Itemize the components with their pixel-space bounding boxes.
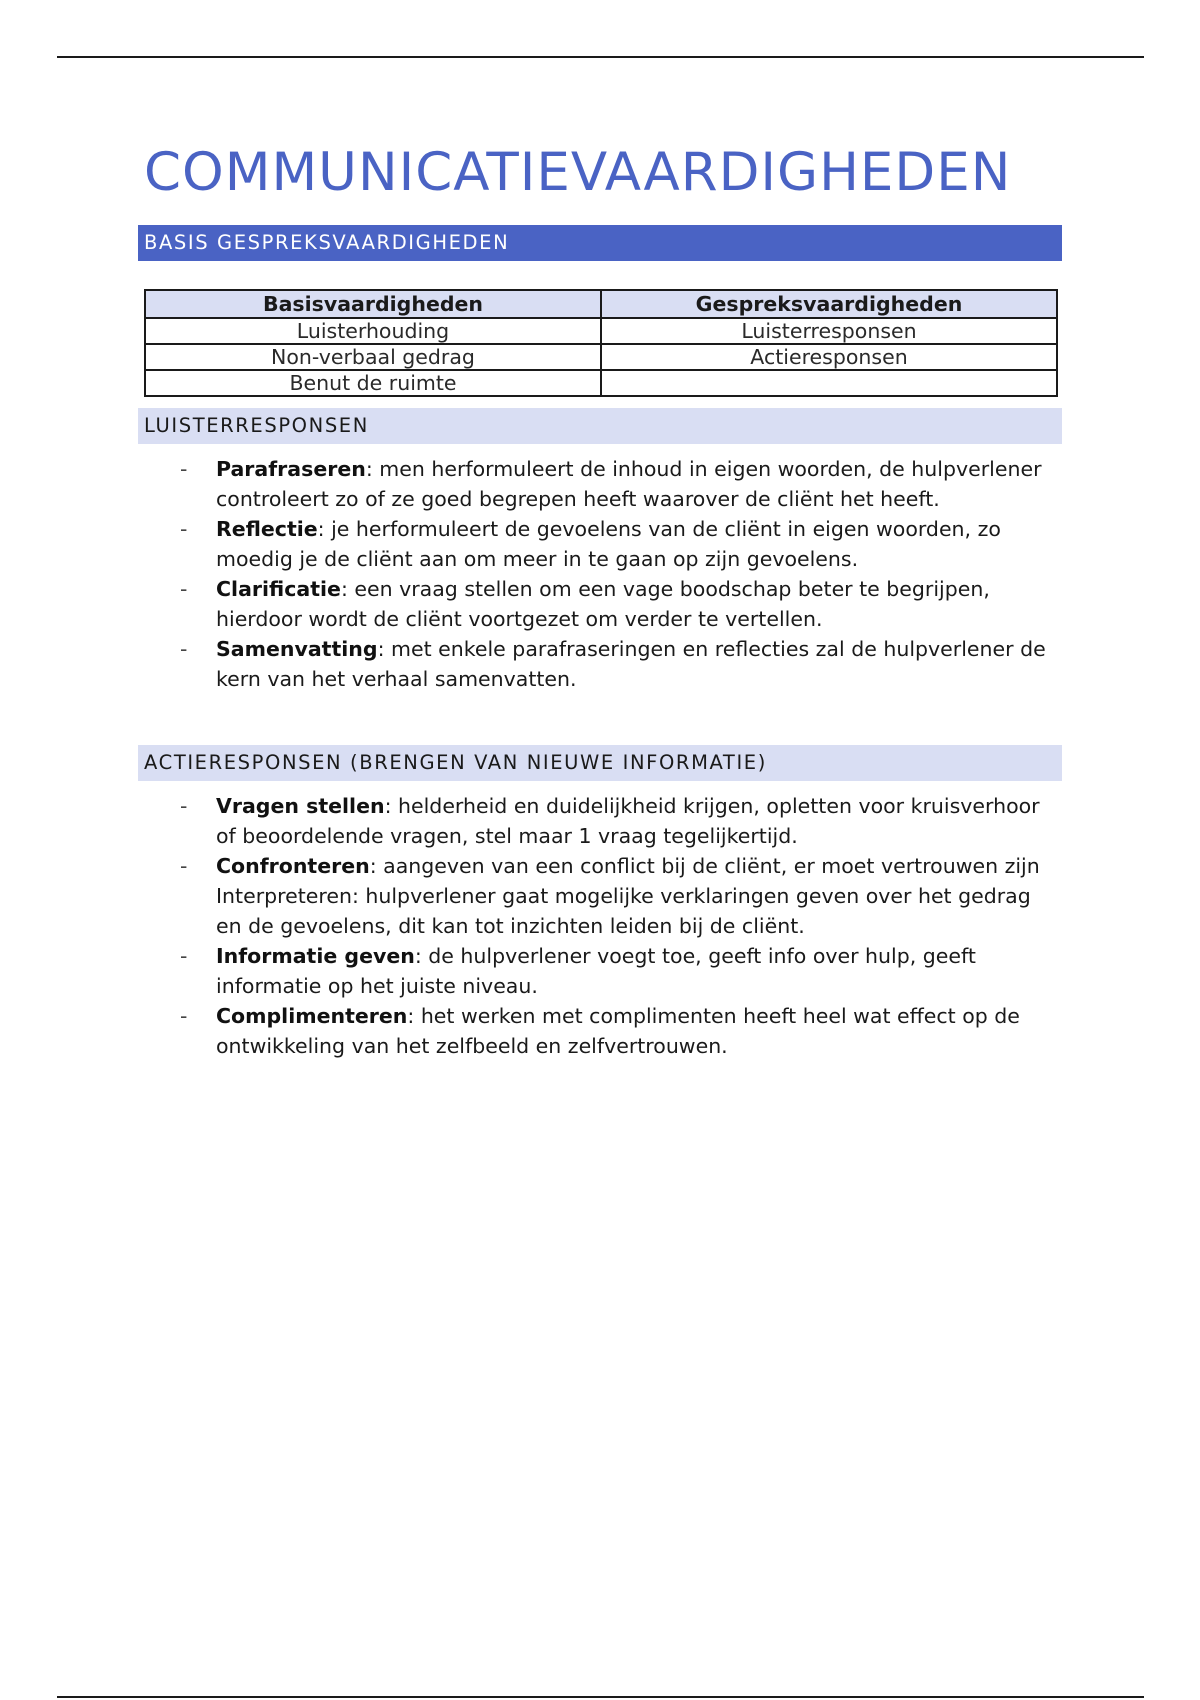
table-row	[145, 370, 1057, 396]
table-cell: Benut de ruimte	[145, 370, 601, 396]
list-item	[180, 514, 1060, 574]
table-cell: Actieresponsen	[601, 344, 1057, 370]
list-item	[180, 454, 1060, 514]
item-text: : men herformuleert de inhoud in eigen woorden, de hulpverlener controleert zo of ze goed begrepen heeft waarover de cliënt het heeft.	[216, 457, 1042, 511]
table-cell: Luisterresponsen	[601, 318, 1057, 344]
table-cell: Luisterhouding	[145, 318, 601, 344]
list-item	[180, 941, 1060, 1001]
bullet-dash: -	[180, 794, 188, 818]
bullet-dash: -	[180, 577, 188, 601]
item-term: Parafraseren	[216, 457, 366, 481]
table-header-row	[145, 290, 1057, 318]
list-item	[180, 634, 1060, 694]
item-text: : het werken met complimenten heeft heel wat effect op de ontwikkeling van het zelfbeeld en zelfvertrouwen.	[216, 1004, 1020, 1058]
list-item	[180, 791, 1060, 851]
actieresponsen-list	[180, 791, 1060, 1061]
item-term: Vragen stellen	[216, 794, 385, 818]
luisterresponsen-list	[180, 454, 1060, 694]
table-header-cell: Basisvaardigheden	[145, 290, 601, 318]
table-row	[145, 344, 1057, 370]
item-text: : aangeven van een conflict bij de cliënt, er moet vertrouwen zijn Interpreteren: hulpverlener gaat mogelijke verklaringen geven over het gedrag en de gevoelens, dit kan tot inzichten leiden bij de cliënt.	[216, 854, 1040, 938]
header-rule	[57, 56, 1144, 58]
item-text: : helderheid en duidelijkheid krijgen, opletten voor kruisverhoor of beoordelende vragen, stel maar 1 vraag tegelijkertijd.	[216, 794, 1040, 848]
table-cell	[601, 370, 1057, 396]
section-heading-luisterresponsen: LUISTERRESPONSEN	[138, 408, 1062, 444]
bullet-dash: -	[180, 457, 188, 481]
footer-rule	[57, 1696, 1144, 1698]
item-text: : de hulpverlener voegt toe, geeft info over hulp, geeft informatie op het juiste niveau.	[216, 944, 976, 998]
item-term: Clarificatie	[216, 577, 341, 601]
table-cell: Non-verbaal gedrag	[145, 344, 601, 370]
item-text: : je herformuleert de gevoelens van de cliënt in eigen woorden, zo moedig je de cliënt aan om meer in te gaan op zijn gevoelens.	[216, 517, 1001, 571]
bullet-dash: -	[180, 517, 188, 541]
list-item	[180, 574, 1060, 634]
item-term: Reflectie	[216, 517, 318, 541]
list-item	[180, 851, 1060, 941]
item-text: : met enkele parafraseringen en reflecties zal de hulpverlener de kern van het verhaal samenvatten.	[216, 637, 1046, 691]
table-header-cell: Gespreksvaardigheden	[601, 290, 1057, 318]
item-term: Confronteren	[216, 854, 370, 878]
table-row	[145, 318, 1057, 344]
item-term: Informatie geven	[216, 944, 415, 968]
list-item	[180, 1001, 1060, 1061]
item-text: : een vraag stellen om een vage boodschap beter te begrijpen, hierdoor wordt de cliënt voortgezet om verder te vertellen.	[216, 577, 990, 631]
bullet-dash: -	[180, 1004, 188, 1028]
item-term: Complimenteren	[216, 1004, 408, 1028]
item-term: Samenvatting	[216, 637, 378, 661]
bullet-dash: -	[180, 854, 188, 878]
bullet-dash: -	[180, 944, 188, 968]
page-title: COMMUNICATIEVAARDIGHEDEN	[144, 142, 1012, 203]
section-heading-actieresponsen: ACTIERESPONSEN (BRENGEN VAN NIEUWE INFORMATIE)	[138, 745, 1062, 781]
skills-table	[144, 289, 1058, 397]
bullet-dash: -	[180, 637, 188, 661]
section-heading-basis: BASIS GESPREKSVAARDIGHEDEN	[138, 225, 1062, 261]
